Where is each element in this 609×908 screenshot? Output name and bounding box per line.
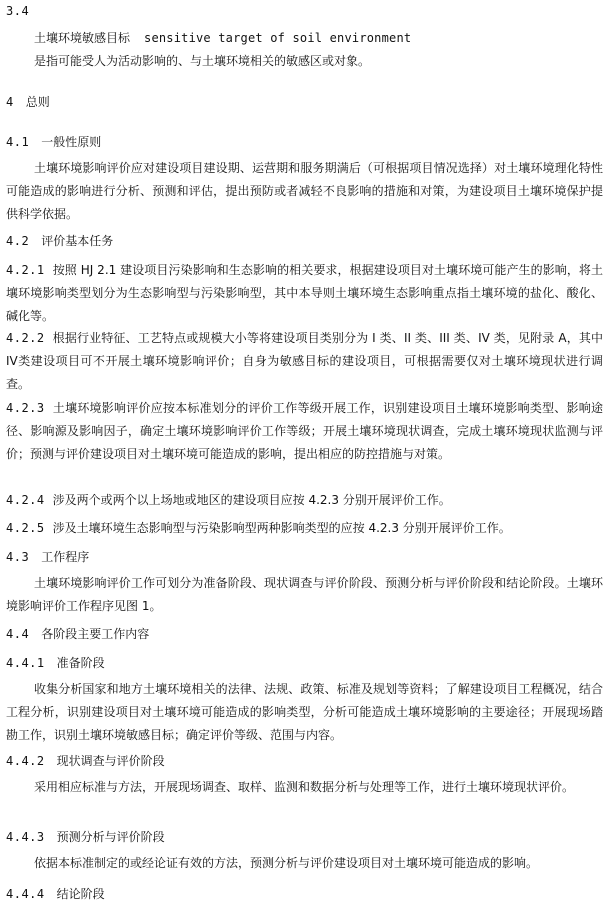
section-title: 工作程序 xyxy=(41,550,90,564)
section-number: 4.3 xyxy=(6,550,30,564)
clause-number: 4.2.4 xyxy=(6,493,45,507)
clause-4-2-5 xyxy=(6,517,603,540)
section-title: 预测分析与评价阶段 xyxy=(56,830,165,844)
clause-text: 按照 HJ 2.1 建设项目污染影响和生态影响的相关要求，根据建设项目对土壤环境可能产生的影响，将土壤环境影响类型划分为生态影响型与污染影响型，其中本导则土壤环境生态影响重点指土壤环境的盐化、酸化、碱化等。 xyxy=(6,263,603,323)
clause-4-2-3 xyxy=(6,397,603,466)
section-title: 一般性原则 xyxy=(41,135,102,149)
paragraph-4-4-1: 收集分析国家和地方土壤环境相关的法律、法规、政策、标准及规划等资料；了解建设项目工程概况，结合工程分析，识别建设项目对土壤环境可能造成的影响类型，分析可能造成土壤环境影响的主要途径；开展现场踏勘工作，识别土壤环境敏感目标；确定评价等级、范围与内容。 xyxy=(6,682,603,742)
section-title: 各阶段主要工作内容 xyxy=(41,627,150,641)
section-heading-4-4 xyxy=(6,623,603,646)
section-number: 4.4.4 xyxy=(6,887,45,901)
paragraph-4-4-2: 采用相应标准与方法，开展现场调查、取样、监测和数据分析与处理等工作，进行土壤环境现状评价。 xyxy=(34,780,575,794)
section-number-3-4: 3.4 xyxy=(6,4,30,18)
section-heading-4-4-1 xyxy=(6,652,603,675)
paragraph-4-4-3: 依据本标准制定的或经论证有效的方法，预测分析与评价建设项目对土壤环境可能造成的影响。 xyxy=(34,856,539,870)
section-number: 4.4.2 xyxy=(6,754,45,768)
section-number: 4.4.1 xyxy=(6,656,45,670)
clause-number: 4.2.5 xyxy=(6,521,45,535)
section-title: 准备阶段 xyxy=(56,656,105,670)
clause-4-2-2 xyxy=(6,327,603,396)
clause-number: 4.2.1 xyxy=(6,263,45,277)
section-title: 结论阶段 xyxy=(56,887,105,901)
clause-number: 4.2.2 xyxy=(6,331,45,345)
term-line xyxy=(34,27,603,50)
section-title: 总则 xyxy=(25,95,50,109)
section-heading-4-1 xyxy=(6,131,603,154)
section-number: 4.2 xyxy=(6,234,30,248)
section-title: 评价基本任务 xyxy=(41,234,114,248)
section-heading-4-4-2 xyxy=(6,750,603,773)
section-heading-4-4-3 xyxy=(6,826,603,849)
paragraph-4-3: 土壤环境影响评价工作可划分为准备阶段、现状调查与评价阶段、预测分析与评价阶段和结论阶段。土壤环境影响评价工作程序见图 1。 xyxy=(6,576,603,613)
clause-text: 涉及两个或两个以上场地或地区的建设项目应按 4.2.3 分别开展评价工作。 xyxy=(52,493,451,507)
section-heading-4-3 xyxy=(6,546,603,569)
clause-4-2-1 xyxy=(6,259,603,328)
section-title: 现状调查与评价阶段 xyxy=(56,754,165,768)
clause-number: 4.2.3 xyxy=(6,401,45,415)
section-number: 4.4 xyxy=(6,627,30,641)
section-heading-4 xyxy=(6,91,603,114)
term-definition: 是指可能受人为活动影响的、与土壤环境相关的敏感区或对象。 xyxy=(34,54,371,68)
clause-4-2-4 xyxy=(6,489,603,512)
clause-text: 土壤环境影响评价应按本标准划分的评价工作等级开展工作，识别建设项目土壤环境影响类型、影响途径、影响源及影响因子，确定土壤环境影响评价工作等级；开展土壤环境现状调查，完成土壤环境现状监测与评价；预测与评价建设项目对土壤环境可能造成的影响，提出相应的防控措施与对策。 xyxy=(6,401,603,461)
term-english: sensitive target of soil environment xyxy=(144,31,412,45)
term-chinese: 土壤环境敏感目标 xyxy=(34,31,131,45)
section-heading-4-4-4 xyxy=(6,883,603,906)
section-number: 4 xyxy=(6,95,14,109)
clause-text: 涉及土壤环境生态影响型与污染影响型两种影响类型的应按 4.2.3 分别开展评价工作。 xyxy=(52,521,511,535)
paragraph-4-1: 土壤环境影响评价应对建设项目建设期、运营期和服务期满后（可根据项目情况选择）对土壤环境理化特性可能造成的影响进行分析、预测和评估，提出预防或者减轻不良影响的措施和对策，为建设项目土壤环境保护提供科学依据。 xyxy=(6,161,603,221)
section-heading-4-2 xyxy=(6,230,603,253)
section-number: 4.4.3 xyxy=(6,830,45,844)
clause-text: 根据行业特征、工艺特点或规模大小等将建设项目类别分为 I 类、II 类、III 类、IV 类，见附录 A，其中IV类建设项目可不开展土壤环境影响评价；自身为敏感目标的建设项目，可根据需要仅对土壤环境现状进行调查。 xyxy=(6,331,603,391)
section-number: 4.1 xyxy=(6,135,30,149)
